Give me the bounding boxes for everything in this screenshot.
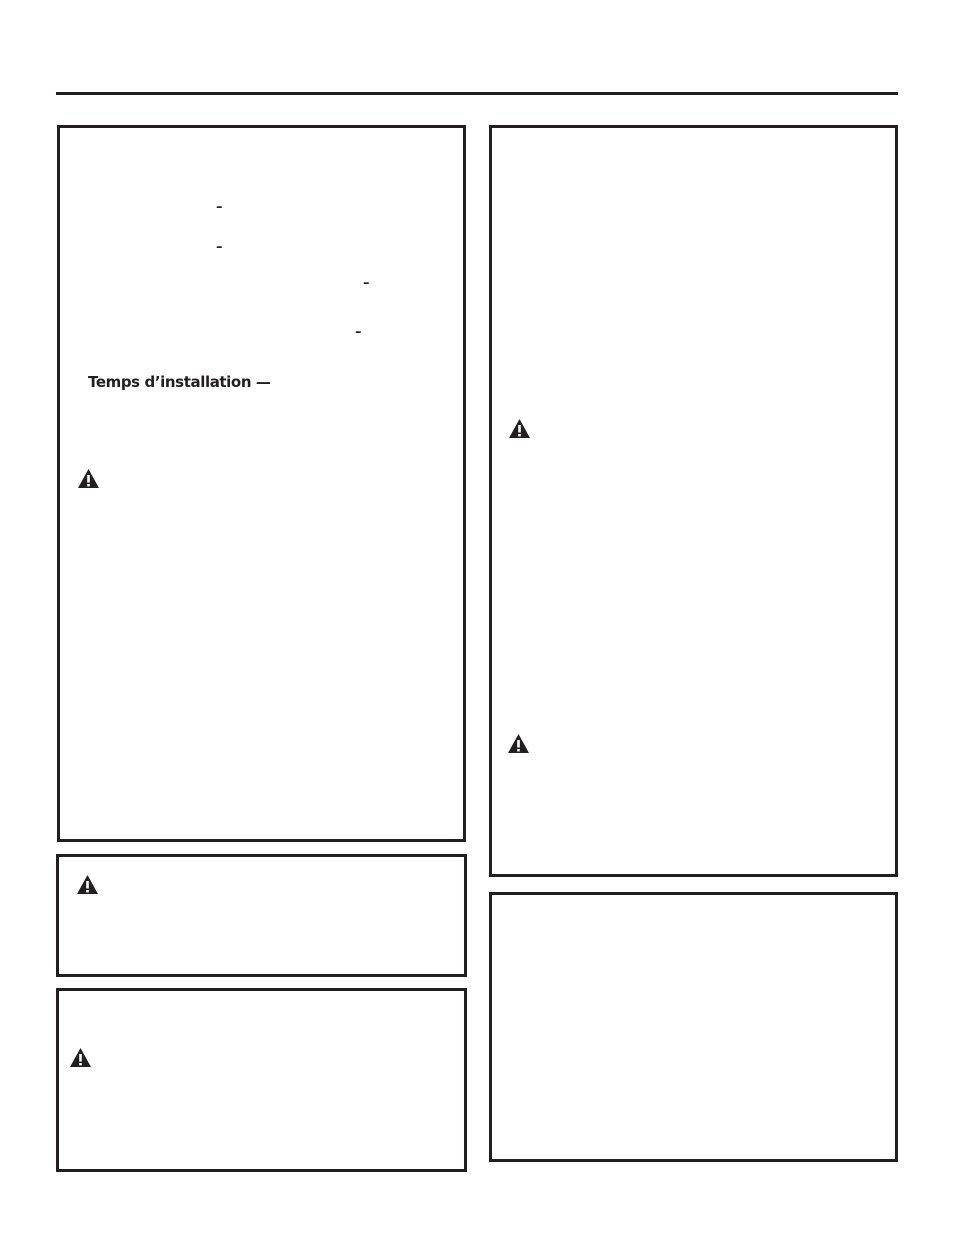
item-dash-2: – <box>216 240 223 255</box>
warning-triangle-icon <box>76 874 99 895</box>
item-dash-3: – <box>363 276 370 291</box>
warning-triangle-icon <box>77 468 100 489</box>
warning-triangle-icon <box>69 1047 92 1068</box>
notes-box <box>489 892 898 1162</box>
installation-time-label: Temps d’installation — <box>88 373 271 391</box>
warning-triangle-icon <box>508 418 531 439</box>
item-dash-4: – <box>355 325 362 340</box>
safety-instructions-box <box>489 125 898 877</box>
warning-triangle-icon <box>507 733 530 754</box>
installation-info-box <box>57 125 466 842</box>
item-dash-1: – <box>216 200 223 215</box>
header-rule <box>56 92 898 95</box>
warning-box <box>56 854 467 977</box>
caution-box <box>56 988 467 1172</box>
